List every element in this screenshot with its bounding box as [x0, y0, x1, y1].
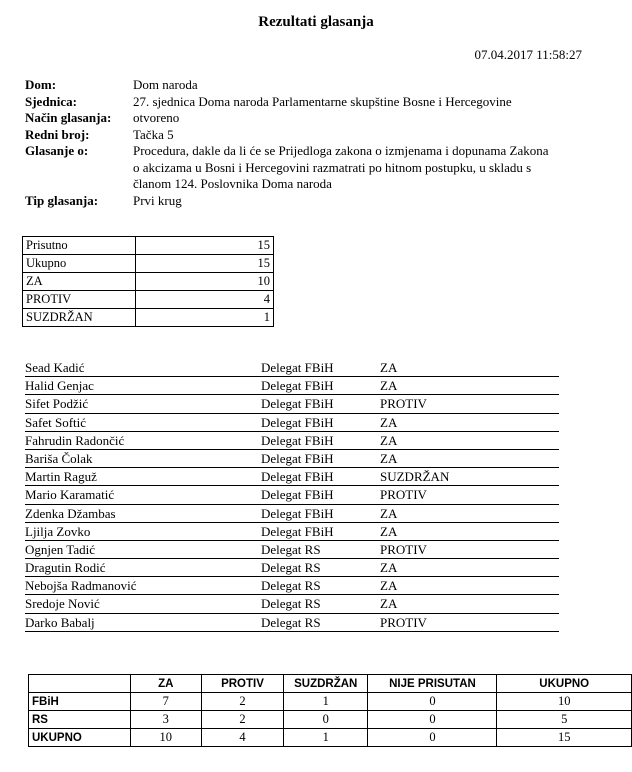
- summary-label: Ukupno: [23, 255, 136, 273]
- totals-row-label: RS: [29, 711, 131, 729]
- summary-value: 1: [136, 309, 274, 327]
- meta-key: Način glasanja:: [25, 110, 112, 125]
- summary-table: [22, 236, 274, 327]
- delegate-name: Zdenka Džambas: [25, 505, 116, 521]
- meta-value: Dom naroda: [133, 77, 198, 92]
- delegate-group: Delegat RS: [261, 560, 321, 576]
- meta-row: [25, 94, 573, 111]
- meta-row: [25, 77, 573, 94]
- delegate-vote: PROTIV: [380, 614, 427, 630]
- totals-row-label: FBiH: [29, 693, 131, 711]
- totals-header: UKUPNO: [497, 675, 632, 693]
- totals-cell: 10: [497, 693, 632, 711]
- delegate-name: Nebojša Radmanović: [25, 578, 137, 594]
- delegate-vote: SUZDRŽAN: [380, 469, 450, 485]
- delegate-group: Delegat FBiH: [261, 360, 334, 375]
- totals-header: ZA: [130, 675, 201, 693]
- delegate-vote: PROTIV: [380, 396, 427, 412]
- delegate-row: [25, 395, 559, 413]
- delegate-group: Delegat FBiH: [261, 378, 334, 394]
- delegate-row: [25, 595, 559, 613]
- totals-cell: 1: [283, 729, 368, 747]
- delegate-row: [25, 577, 559, 595]
- delegate-row: [25, 614, 559, 632]
- totals-cell: 15: [497, 729, 632, 747]
- delegate-vote: ZA: [380, 414, 398, 430]
- delegate-name: Ljilja Zovko: [25, 523, 91, 539]
- summary-row: [23, 291, 274, 309]
- delegate-row: [25, 523, 559, 541]
- delegate-vote: ZA: [380, 360, 398, 375]
- delegate-group: Delegat RS: [261, 614, 321, 630]
- delegate-name: Bariša Čolak: [25, 450, 93, 466]
- delegate-name: Ognjen Tadić: [25, 541, 95, 557]
- delegate-row: [25, 559, 559, 577]
- meta-value: Procedura, dakle da li će se Prijedloga zakona o izmjenama i dopunama Zakona o akcizama u Bosni i Hercegovini razmatrati po hitnom postupku, u skladu s članom 124. Poslovnika Doma naroda: [133, 143, 549, 191]
- delegate-group: Delegat FBiH: [261, 469, 334, 485]
- meta-key: Tip glasanja:: [25, 192, 99, 208]
- totals-cell: 3: [130, 711, 201, 729]
- delegate-group: Delegat FBiH: [261, 396, 334, 412]
- delegate-row: [25, 377, 559, 395]
- delegate-group: Delegat RS: [261, 596, 321, 612]
- totals-row: [29, 693, 632, 711]
- meta-row: [25, 127, 573, 144]
- delegate-name: Mario Karamatić: [25, 487, 115, 503]
- summary-value: 15: [136, 255, 274, 273]
- meta-key: Dom:: [25, 77, 57, 92]
- delegate-vote: ZA: [380, 523, 398, 539]
- totals-cell: 4: [201, 729, 283, 747]
- totals-cell: 2: [201, 711, 283, 729]
- delegate-name: Dragutin Rodić: [25, 560, 106, 576]
- delegate-row: [25, 414, 559, 432]
- meta-key: Sjednica:: [25, 93, 77, 109]
- delegate-group: Delegat FBiH: [261, 414, 334, 430]
- delegate-row: [25, 541, 559, 559]
- delegate-row: [25, 359, 559, 377]
- totals-cell: 0: [283, 711, 368, 729]
- totals-cell: 0: [368, 729, 497, 747]
- summary-label: ZA: [23, 273, 136, 291]
- totals-header-row: [29, 675, 632, 693]
- meta-value: Tačka 5: [133, 126, 174, 142]
- meta-value: otvoreno: [133, 110, 180, 125]
- summary-value: 4: [136, 291, 274, 309]
- summary-row: [23, 255, 274, 273]
- delegate-vote: ZA: [380, 505, 398, 521]
- delegate-vote: ZA: [380, 596, 398, 612]
- delegate-name: Fahrudin Radončić: [25, 432, 125, 448]
- delegate-name: Sifet Podžić: [25, 396, 89, 412]
- delegate-vote: ZA: [380, 560, 398, 576]
- totals-header: NIJE PRISUTAN: [368, 675, 497, 693]
- delegate-vote: ZA: [380, 378, 398, 394]
- delegate-name: Darko Babalj: [25, 614, 95, 630]
- delegate-vote: ZA: [380, 578, 398, 594]
- delegate-name: Halid Genjac: [25, 378, 94, 394]
- meta-key: Glasanje o:: [25, 143, 89, 158]
- vote-datetime: 07.04.2017 11:58:27: [474, 47, 582, 62]
- totals-cell: 1: [283, 693, 368, 711]
- totals-row: [29, 729, 632, 747]
- delegate-vote: PROTIV: [380, 487, 427, 503]
- totals-header: PROTIV: [201, 675, 283, 693]
- delegate-vote: PROTIV: [380, 541, 427, 557]
- summary-label: SUZDRŽAN: [23, 309, 136, 327]
- totals-cell: 10: [130, 729, 201, 747]
- meta-key: Redni broj:: [25, 126, 90, 142]
- delegate-row: [25, 468, 559, 486]
- totals-header: [29, 675, 131, 693]
- totals-cell: 2: [201, 693, 283, 711]
- delegate-name: Safet Softić: [25, 414, 87, 430]
- delegate-group: Delegat FBiH: [261, 487, 334, 503]
- totals-table: [28, 674, 632, 747]
- totals-row-label: UKUPNO: [29, 729, 131, 747]
- delegate-row: [25, 486, 559, 504]
- delegate-group: Delegat FBiH: [261, 523, 334, 539]
- summary-row: [23, 237, 274, 255]
- summary-label: Prisutno: [23, 237, 136, 255]
- summary-value: 15: [136, 237, 274, 255]
- meta-row: [25, 143, 573, 193]
- delegate-group: Delegat FBiH: [261, 450, 334, 466]
- delegate-name: Sead Kadić: [25, 360, 85, 375]
- totals-header: SUZDRŽAN: [283, 675, 368, 693]
- delegate-row: [25, 432, 559, 450]
- summary-row: [23, 309, 274, 327]
- delegate-row: [25, 450, 559, 468]
- totals-cell: 7: [130, 693, 201, 711]
- meta-value: 27. sjednica Doma naroda Parlamentarne skupštine Bosne i Hercegovine: [133, 93, 512, 109]
- delegate-vote: ZA: [380, 432, 398, 448]
- delegate-row: [25, 505, 559, 523]
- meta-row: [25, 110, 573, 127]
- meta-value: Prvi krug: [133, 192, 182, 208]
- summary-label: PROTIV: [23, 291, 136, 309]
- vote-metadata: [25, 77, 573, 209]
- delegate-group: Delegat FBiH: [261, 432, 334, 448]
- delegate-group: Delegat RS: [261, 578, 321, 594]
- meta-row: [25, 193, 573, 210]
- delegate-group: Delegat FBiH: [261, 505, 334, 521]
- delegate-group: Delegat RS: [261, 541, 321, 557]
- totals-cell: 5: [497, 711, 632, 729]
- totals-row: [29, 711, 632, 729]
- summary-value: 10: [136, 273, 274, 291]
- delegate-vote-list: [25, 359, 559, 632]
- totals-cell: 0: [368, 693, 497, 711]
- delegate-vote: ZA: [380, 450, 398, 466]
- summary-row: [23, 273, 274, 291]
- delegate-name: Martin Raguž: [25, 469, 97, 485]
- delegate-name: Sredoje Nović: [25, 596, 100, 612]
- page-title: Rezultati glasanja: [258, 14, 374, 30]
- totals-cell: 0: [368, 711, 497, 729]
